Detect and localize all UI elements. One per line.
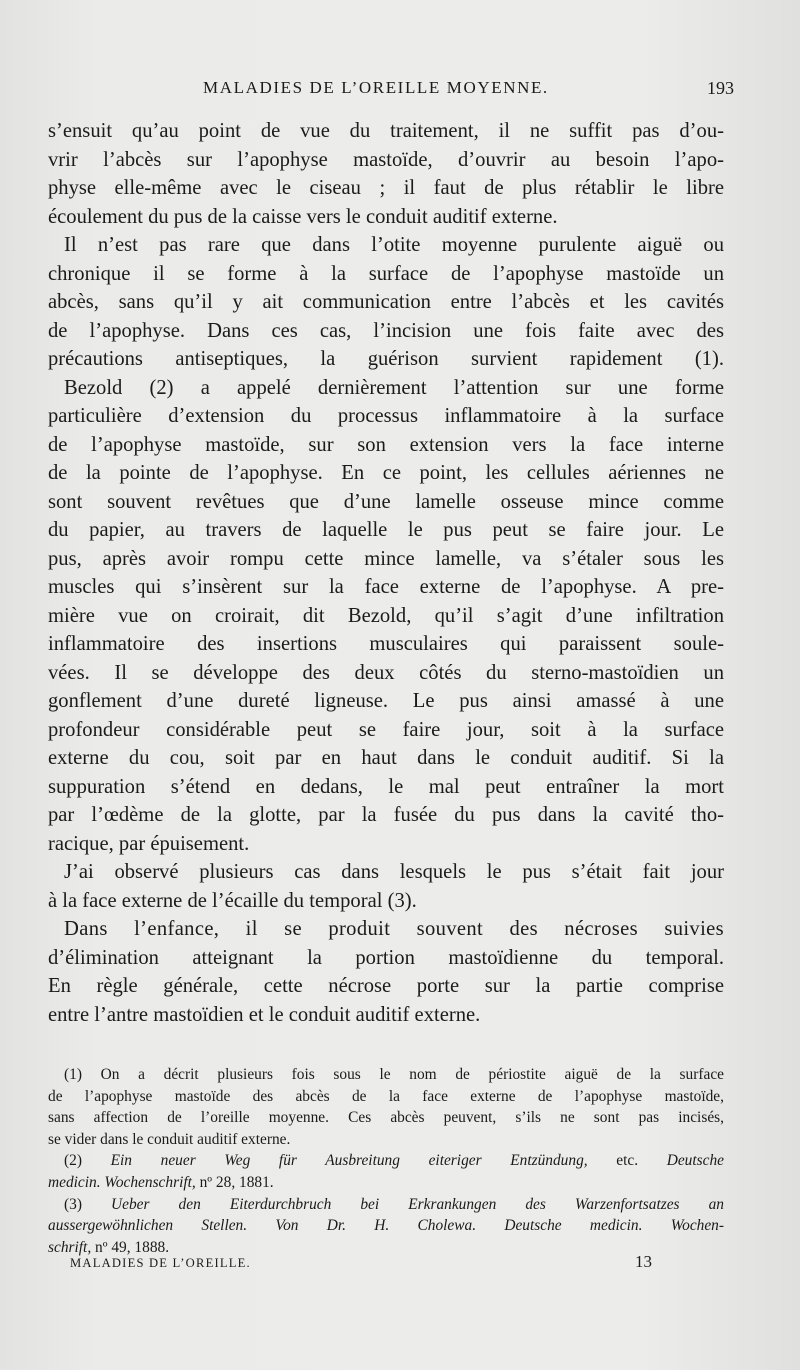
page-footer [70, 1252, 652, 1276]
footnote-1-line: se vider dans le conduit auditif externe. [48, 1130, 291, 1148]
footnote-2-journal-cont: medicin. Wochenschrift, [48, 1173, 196, 1191]
text-line: externe du cou, soit par en haut dans le conduit auditif. Si la [48, 747, 724, 769]
text-line: vrir l’abcès sur l’apophyse mastoïde, d’ouvrir au besoin l’apo- [48, 148, 724, 171]
text-line: racique, par épuisement. [48, 832, 250, 855]
footnote-3-line [48, 1215, 724, 1237]
footnote-2-mark: (2) [64, 1152, 82, 1170]
page-number: 193 [707, 78, 734, 98]
text-line: entre l’antre mastoïdien et le conduit auditif externe. [48, 1003, 481, 1026]
footnote-3-title-cont: aussergewöhnlichen Stellen. Von Dr. H. Cholewa. Deutsche medicin. Wochen- [48, 1217, 724, 1235]
text-line: Dans l’enfance, il se produit souvent des nécroses suivies [64, 918, 724, 940]
running-title: MALADIES DE L’OREILLE MOYENNE. [203, 78, 549, 97]
text-line: précautions antiseptiques, la guérison survient rapidement (1). [48, 348, 724, 370]
footnotes [48, 1064, 724, 1258]
text-line: muscles qui s’insèrent sur la face externe de l’apophyse. A pre- [48, 576, 724, 598]
footnote-1-line: (1) On a décrit plusieurs fois sous le nom de périostite aiguë de la surface [64, 1066, 724, 1083]
text-line: à la face externe de l’écaille du temporal (3). [48, 889, 417, 912]
text-line: suppuration s’étend en dedans, le mal peut entraîner la mort [48, 775, 724, 798]
text-line: pus, après avoir rompu cette mince lamelle, va s’étaler sous les [48, 547, 724, 570]
footnote-2-journal: Deutsche [666, 1152, 724, 1170]
body-text [48, 117, 724, 1029]
footnote-3-line [48, 1194, 724, 1216]
footnote-3-title: Ueber den Eiterdurchbruch bei Erkrankungen des Warzenfortsatzes an [111, 1195, 724, 1213]
sheet-number: 13 [635, 1252, 652, 1271]
text-line: mière vue on croirait, dit Bezold, qu’il s’agit d’une infiltration [48, 604, 724, 627]
footnote-3-tail: nº 49, 1888. [91, 1238, 170, 1256]
footnote-2-tail: nº 28, 1881. [195, 1173, 274, 1191]
footnote-2-etc: etc. [587, 1152, 667, 1170]
text-line: écoulement du pus de la caisse vers le conduit auditif externe. [48, 205, 558, 228]
text-line: de l’apophyse. Dans ces cas, l’incision une fois faite avec des [48, 319, 724, 342]
footnote-3-mark: (3) [64, 1195, 82, 1213]
running-header [48, 78, 734, 106]
text-line: d’élimination atteignant la portion mastoïdienne du temporal. [48, 946, 724, 969]
text-line: Il n’est pas rare que dans l’otite moyenne purulente aiguë ou [64, 234, 724, 256]
text-line: du papier, au travers de laquelle le pus peut se faire jour. Le [48, 519, 724, 541]
text-line: de l’apophyse mastoïde, sur son extension vers la face interne [48, 433, 724, 456]
footnote-2-line [48, 1150, 724, 1172]
text-line: sont souvent revêtues que d’une lamelle osseuse mince comme [48, 490, 724, 513]
text-line: particulière d’extension du processus inflammatoire à la surface [48, 405, 724, 427]
text-line: Bezold (2) a appelé dernièrement l’attention sur une forme [64, 376, 724, 399]
text-line: vées. Il se développe des deux côtés du sterno-mastoïdien un [48, 661, 724, 684]
text-line: En règle générale, cette nécrose porte sur la partie comprise [48, 975, 724, 997]
text-line: gonflement d’une dureté ligneuse. Le pus ainsi amassé à une [48, 690, 724, 712]
text-line: physe elle-même avec le ciseau ; il faut de plus rétablir le libre [48, 177, 724, 199]
text-line: de la pointe de l’apophyse. En ce point, les cellules aériennes ne [48, 462, 724, 484]
signature-mark: MALADIES DE L’OREILLE. [70, 1256, 251, 1270]
footnote-1-line: de l’apophyse mastoïde des abcès de la face externe de l’apophyse mastoïde, [48, 1087, 724, 1105]
text-line: profondeur considérable peut se faire jour, soit à la surface [48, 718, 724, 741]
text-line: par l’œdème de la glotte, par la fusée du pus dans la cavité tho- [48, 804, 724, 826]
text-line: s’ensuit qu’au point de vue du traitement, il ne suffit pas d’ou- [48, 120, 724, 142]
footnote-3-title-end: schrift, [48, 1238, 92, 1256]
text-line: abcès, sans qu’il y ait communication entre l’abcès et les cavités [48, 291, 724, 313]
text-line: chronique il se forme à la surface de l’apophyse mastoïde un [48, 262, 724, 285]
footnote-1-line: sans affection de l’oreille moyenne. Ces abcès peuvent, s’ils ne sont pas incisés, [48, 1109, 724, 1127]
text-line: J’ai observé plusieurs cas dans lesquels le pus s’était fait jour [64, 861, 724, 883]
text-line: inflammatoire des insertions musculaires qui paraissent soule- [48, 633, 724, 655]
footnote-2-title: Ein neuer Weg für Ausbreitung eiteriger Entzündung, [110, 1152, 588, 1170]
footnote-2-line [48, 1172, 724, 1194]
